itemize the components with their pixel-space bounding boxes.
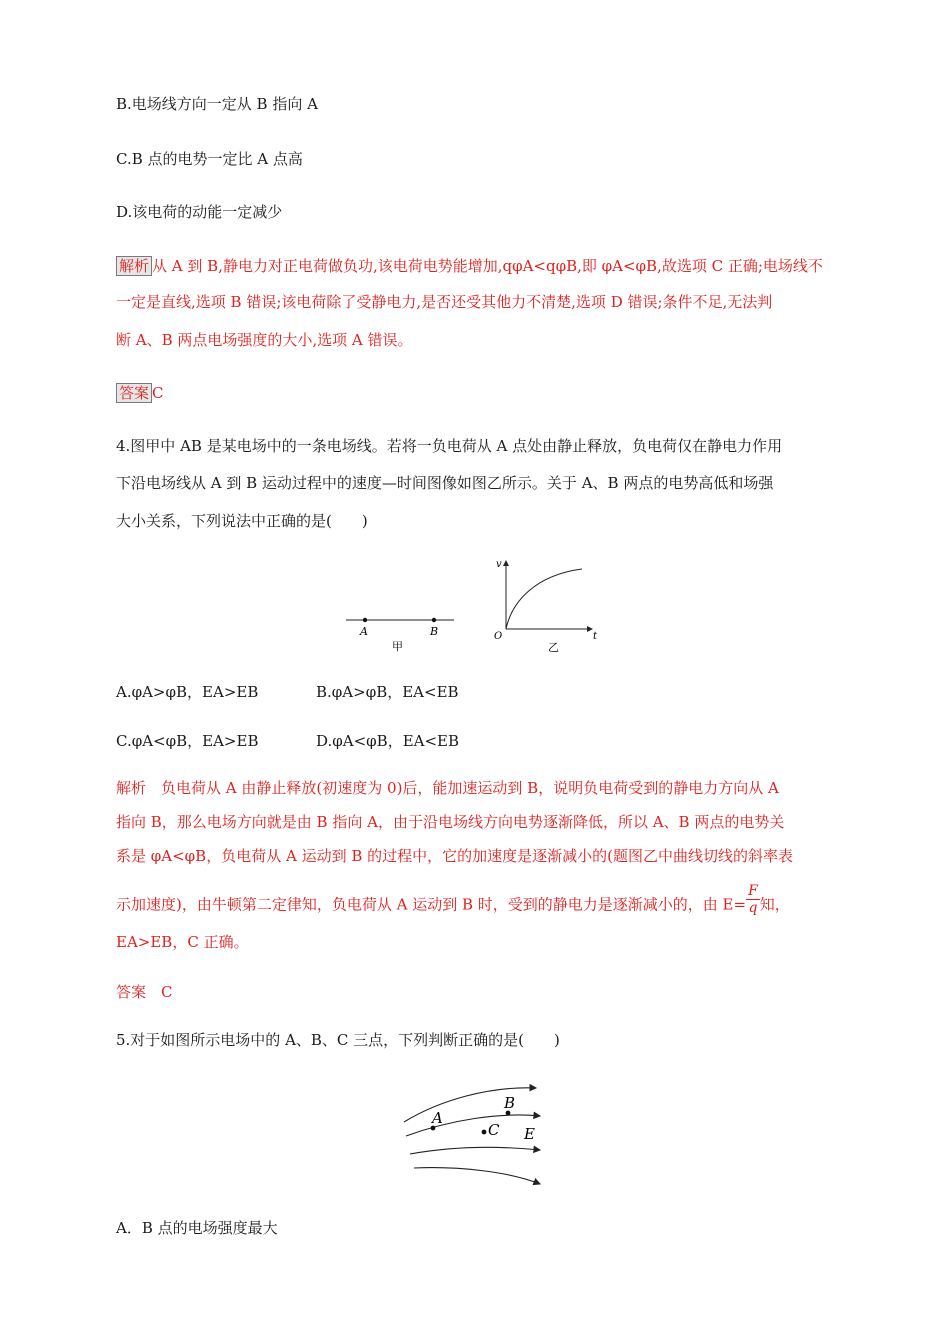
q3-analysis-line1 [116,256,823,276]
figure-jia [340,605,460,655]
fig-yi-axis-t: t [593,631,598,642]
analysis-tag: 解析 [116,256,152,276]
fig-jia-label-b: B [430,625,439,638]
q4-analysis-text4-post: 知， [759,895,790,914]
q3-answer [116,383,164,403]
velocity-curve [506,569,582,629]
fig-label-b: B [504,1094,516,1112]
q4-stem-line3: 大小关系，下列说法中正确的是( ) [116,512,368,530]
q4-option-c: C.φA<φB，EA>EB [116,732,259,750]
q3-option-b: B.电场线方向一定从 B 指向 A [116,95,318,113]
q4-option-d: D.φA<φB，EA<EB [316,732,460,750]
fig-jia-label-a: A [360,625,368,638]
q4-analysis-line5: EA>EB，C 正确。 [116,933,249,951]
fig-jia-caption: 甲 [392,640,403,653]
q4-analysis-line1 [116,778,779,798]
fig-label-a: A [432,1109,443,1127]
q4-analysis-line4 [116,883,790,922]
q4-option-b: B.φA>φB，EA<EB [316,683,459,701]
q4-answer-label: 答案 [116,983,147,1001]
q4-analysis-label: 解析 [116,779,147,797]
q3-option-c: C.B 点的电势一定比 A 点高 [116,150,303,168]
q5-option-a: A．B 点的电场强度最大 [116,1219,278,1237]
q4-answer [116,982,173,1002]
q3-option-d: D.该电荷的动能一定减少 [116,203,283,221]
fraction-f-over-q [746,883,760,916]
q4-analysis-line2: 指向 B，那么电场方向就是由 B 指向 A，由于沿电场线方向电势逐渐降低，所以 A、B 两点的电势关 [116,813,785,831]
q4-stem-line1: 4.图甲中 AB 是某电场中的一条电场线。若将一负电荷从 A 点处由静止释放，负电荷仅在静电力作用 [116,437,783,455]
frac-numerator: F [748,883,758,899]
q4-analysis-line3: 系是 φA<φB，负电荷从 A 运动到 B 的过程中，它的加速度是逐渐减小的(题图乙中曲线切线的斜率表 [116,847,793,865]
q3-analysis-line3: 断 A、B 两点电场强度的大小,选项 A 错误。 [116,331,413,349]
point-b-dot [432,618,436,622]
q4-stem-line2: 下沿电场线从 A 到 B 运动过程中的速度—时间图像如图乙所示。关于 A、B 两点的电势高低和场强 [116,474,774,492]
q4-option-a: A.φA>φB，EA>EB [116,683,259,701]
field-line-2 [406,1115,540,1136]
fig-label-e: E [524,1125,535,1143]
q4-analysis-text4: 示加速度)，由牛顿第二定律知，负电荷从 A 运动到 B 时，受到的静电力是逐渐减小的，由 E= [116,895,747,914]
field-line-1 [404,1088,536,1122]
q4-answer-value: C [161,983,173,1001]
q5-stem: 5.对于如图所示电场中的 A、B、C 三点，下列判断正确的是( ) [116,1031,560,1049]
q3-answer-value: C [152,384,164,402]
figure-yi [488,555,608,655]
field-line-4 [414,1168,540,1184]
fig-yi-origin: O [494,631,503,642]
q4-analysis-text1: 负电荷从 A 由静止释放(初速度为 0)后，能加速运动到 B，说明负电荷受到的静电力方向从 A [161,779,779,797]
fig-yi-axis-v: v [496,559,502,570]
q3-analysis-text1: 从 A 到 B,静电力对正电荷做负功,该电荷电势能增加,qφA<qφB,即 φA<φB,故选项 C 正确;电场线不 [152,257,823,275]
frac-denominator: q [748,900,758,916]
point-c-dot [482,1130,487,1135]
fig-label-c: C [488,1121,500,1139]
figure-field-lines [400,1080,550,1190]
field-line-3 [410,1147,540,1154]
q3-analysis-line2: 一定是直线,选项 B 错误;该电荷除了受静电力,是否还受其他力不清楚,选项 D 错误;条件不足,无法判 [116,293,773,311]
fig-yi-caption: 乙 [548,641,559,654]
answer-tag: 答案 [116,383,152,403]
point-a-dot [363,618,367,622]
